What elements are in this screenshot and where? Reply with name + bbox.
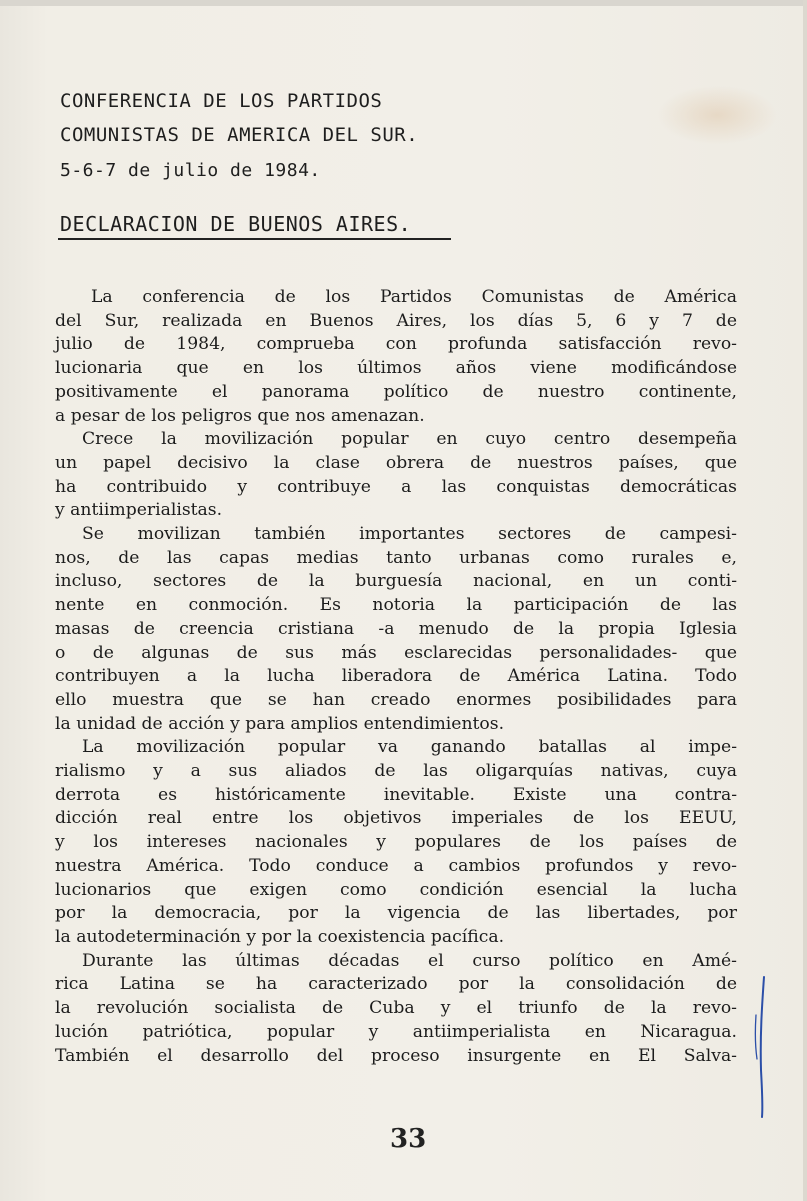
body-line: nuestra América. Todo conduce a cambios profundos y revo-: [55, 855, 737, 876]
body-line: julio de 1984, comprueba con profunda satisfacción revo-: [55, 334, 737, 355]
paper-stain: [657, 85, 777, 145]
pen-margin-mark-icon: [748, 975, 778, 1120]
body-line: y los intereses nacionales y populares de los países de: [55, 832, 737, 853]
body-line: la unidad de acción y para amplios entendimientos.: [55, 713, 505, 734]
body-line: y antiimperialistas.: [55, 500, 223, 521]
body-line: por la democracia, por la vigencia de las libertades, por: [55, 903, 737, 924]
body-line: También el desarrollo del proceso insurgente en El Salva-: [55, 1045, 737, 1066]
body-line: masas de creencia cristiana -a menudo de la propia Iglesia: [55, 618, 737, 639]
body-line: o de algunas de sus más esclarecidas personalidades- que: [55, 642, 737, 663]
page-right-edge: [803, 0, 807, 1201]
conference-date: 5-6-7 de julio de 1984.: [60, 160, 321, 181]
conference-title-line-2: COMUNISTAS DE AMERICA DEL SUR.: [60, 124, 419, 146]
declaration-title-underline: [58, 238, 451, 240]
body-line: la revolución socialista de Cuba y el triunfo de la revo-: [55, 998, 737, 1019]
body-line: ha contribuido y contribuye a las conquistas democráticas: [55, 476, 737, 497]
body-line: nente en conmoción. Es notoria la participación de las: [55, 595, 737, 616]
body-line: rialismo y a sus aliados de las oligarquías nativas, cuya: [55, 761, 737, 782]
body-line: del Sur, realizada en Buenos Aires, los días 5, 6 y 7 de: [55, 310, 737, 331]
body-line: lucionarios que exigen como condición esencial la lucha: [55, 879, 737, 900]
declaration-body: [55, 286, 737, 1068]
body-line: ello muestra que se han creado enormes posibilidades para: [55, 689, 737, 710]
body-line: incluso, sectores de la burguesía nacional, en un conti-: [55, 571, 737, 592]
body-line: derrota es históricamente inevitable. Existe una contra-: [55, 784, 737, 805]
body-line: un papel decisivo la clase obrera de nuestros países, que: [55, 452, 737, 473]
body-line: La conferencia de los Partidos Comunistas de América: [91, 287, 737, 307]
body-line: dicción real entre los objetivos imperiales de los EEUU,: [55, 808, 737, 829]
body-line: positivamente el panorama político de nuestro continente,: [55, 381, 737, 402]
body-line: La movilización popular va ganando batallas al impe-: [82, 737, 737, 758]
body-line: a pesar de los peligros que nos amenazan.: [55, 405, 425, 426]
body-line: Se movilizan también importantes sectores de campesi-: [82, 524, 737, 545]
body-line: contribuyen a la lucha liberadora de América Latina. Todo: [55, 666, 737, 687]
body-line: nos, de las capas medias tanto urbanas como rurales e,: [55, 547, 737, 568]
conference-title-line-1: CONFERENCIA DE LOS PARTIDOS: [60, 90, 383, 112]
body-line: lución patriótica, popular y antiimperialista en Nicaragua.: [55, 1021, 737, 1042]
body-line: Durante las últimas décadas el curso político en Amé-: [82, 950, 737, 971]
body-line: lucionaria que en los últimos años viene modificándose: [55, 358, 737, 379]
body-line: la autodeterminación y por la coexistencia pacífica.: [55, 926, 505, 947]
declaration-title: DECLARACION DE BUENOS AIRES.: [60, 212, 412, 236]
page-top-edge: [0, 0, 807, 6]
body-line: Crece la movilización popular en cuyo centro desempeña: [82, 429, 737, 450]
body-line: rica Latina se ha caracterizado por la consolidación de: [55, 974, 737, 995]
page-number: 33: [390, 1124, 427, 1154]
